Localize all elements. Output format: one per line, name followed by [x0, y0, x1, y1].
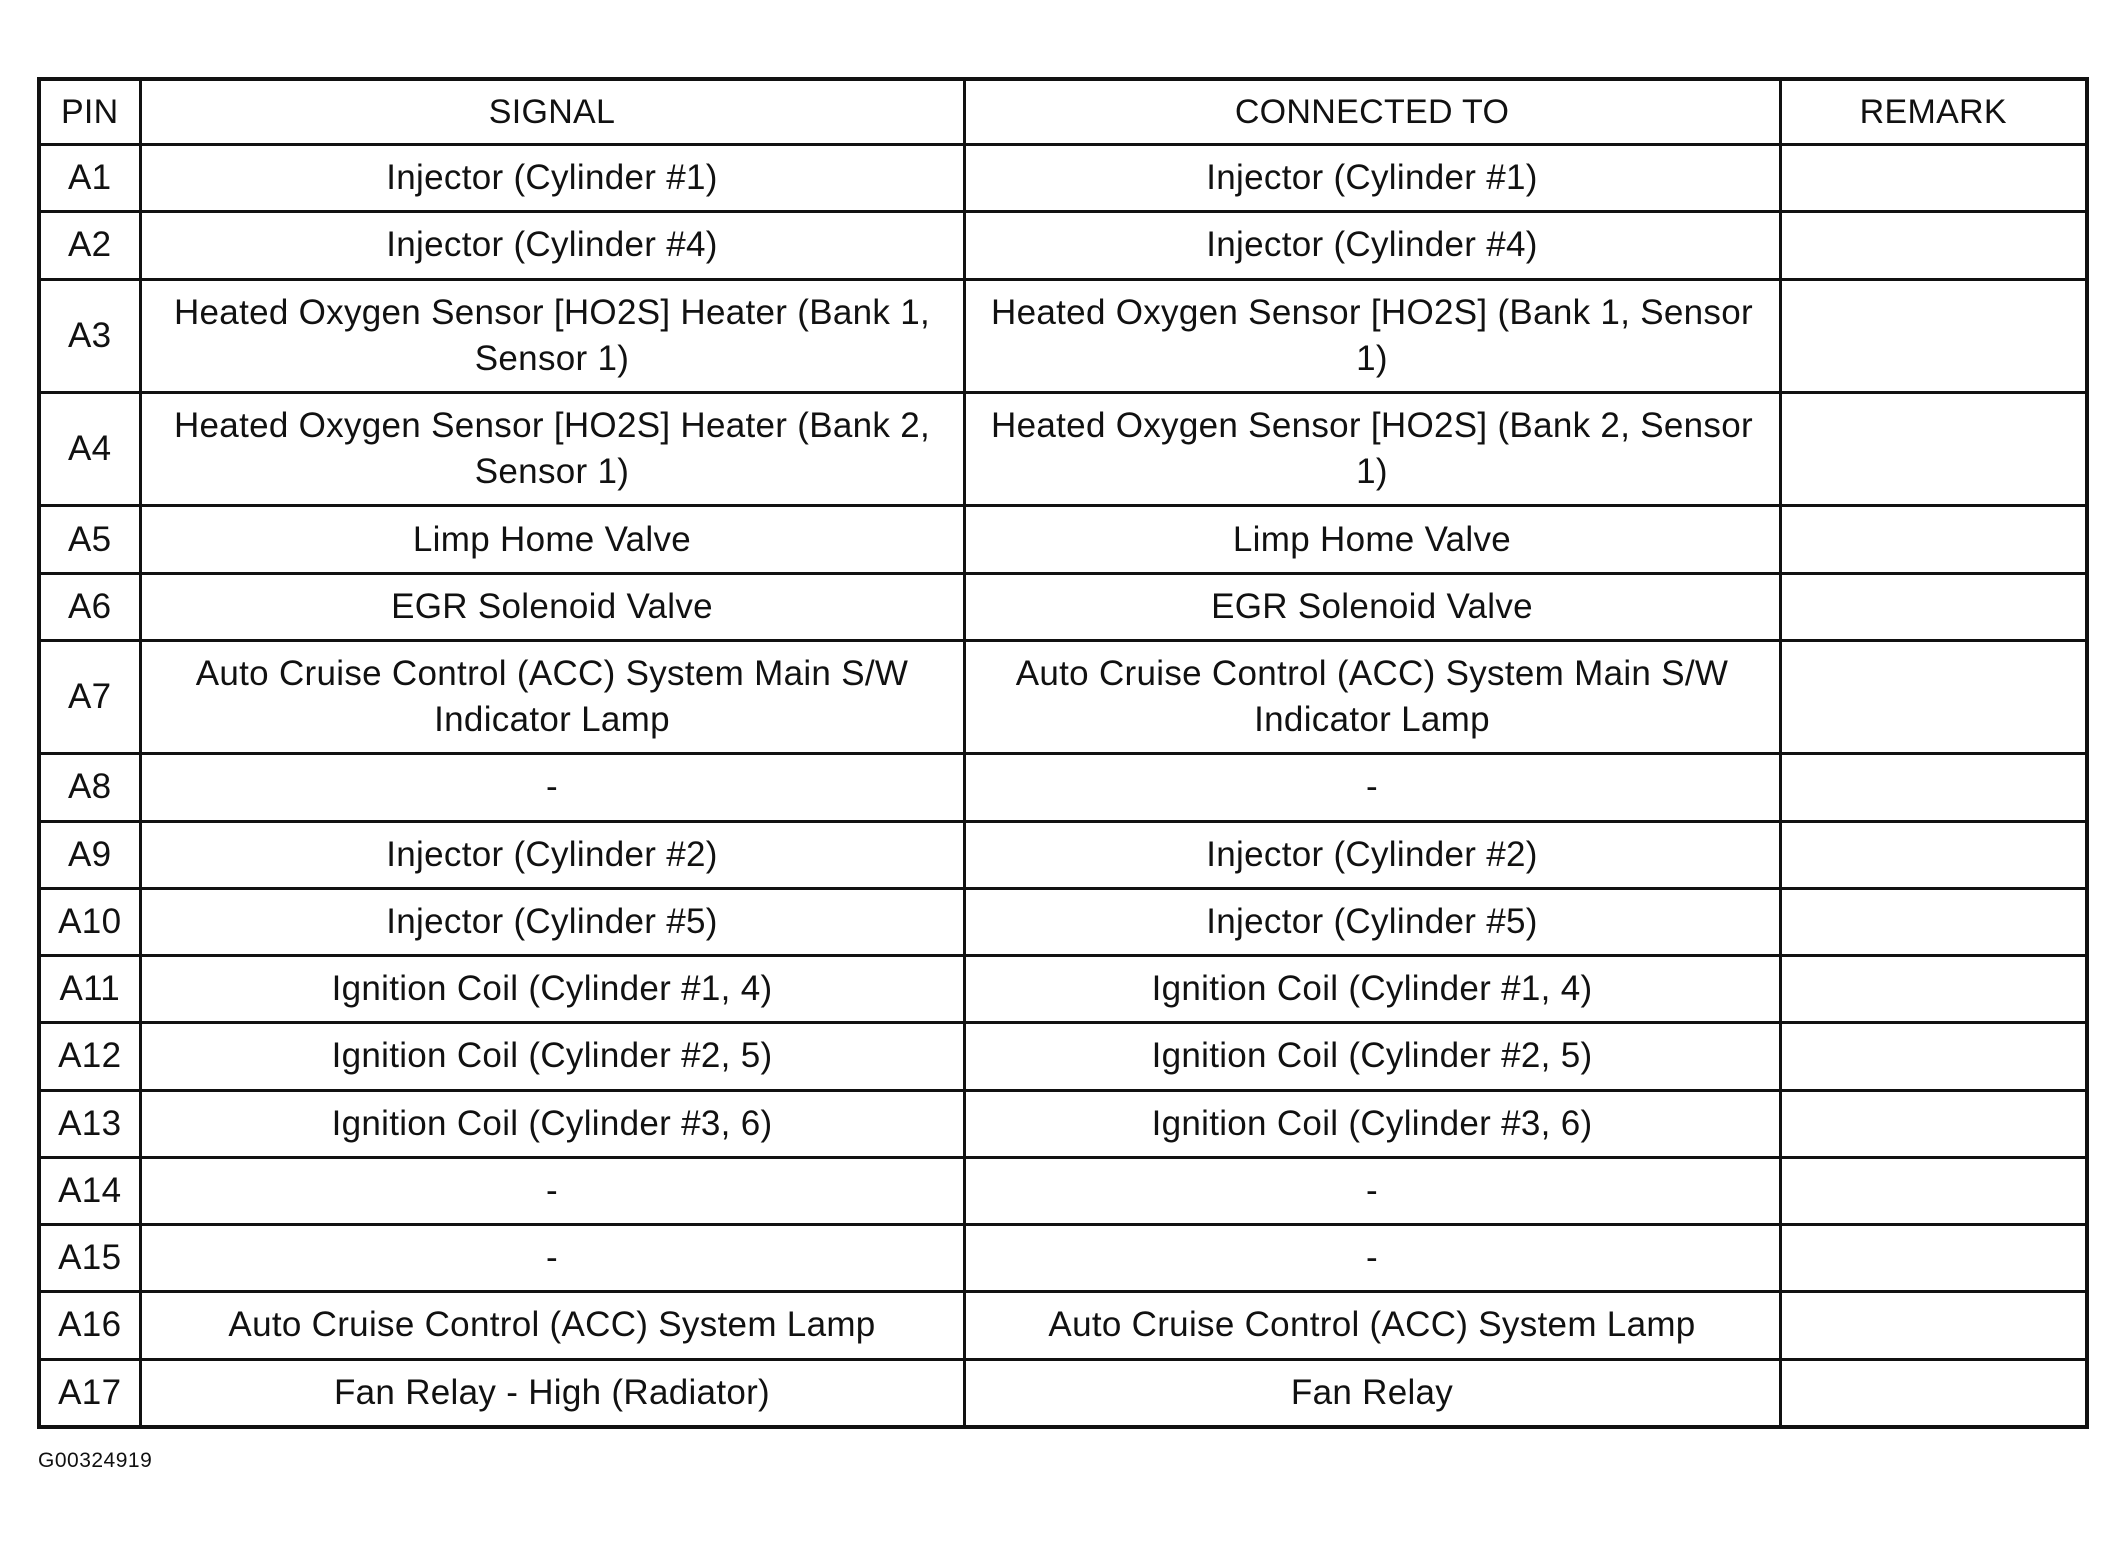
table-row — [39, 212, 2087, 279]
remark-cell — [1780, 888, 2087, 955]
table-row — [39, 1090, 2087, 1157]
table-row — [39, 1292, 2087, 1359]
connected-to-cell: Ignition Coil (Cylinder #3, 6) — [964, 1090, 1780, 1157]
remark-cell — [1780, 145, 2087, 212]
remark-cell — [1780, 1225, 2087, 1292]
pin-cell: A11 — [39, 956, 140, 1023]
signal-cell: Auto Cruise Control (ACC) System Lamp — [140, 1292, 964, 1359]
pin-cell: A5 — [39, 506, 140, 573]
remark-cell — [1780, 1023, 2087, 1090]
signal-cell: Ignition Coil (Cylinder #3, 6) — [140, 1090, 964, 1157]
remark-cell — [1780, 754, 2087, 821]
connected-to-cell: - — [964, 1157, 1780, 1224]
figure-code: G00324919 — [38, 1449, 153, 1472]
pin-cell: A10 — [39, 888, 140, 955]
connected-to-cell: Ignition Coil (Cylinder #1, 4) — [964, 956, 1780, 1023]
table-row — [39, 1157, 2087, 1224]
signal-cell: Ignition Coil (Cylinder #1, 4) — [140, 956, 964, 1023]
table-row — [39, 888, 2087, 955]
pin-assignment-table — [37, 77, 2089, 1429]
pin-cell: A15 — [39, 1225, 140, 1292]
table-row — [39, 506, 2087, 573]
remark-cell — [1780, 506, 2087, 573]
pin-cell: A7 — [39, 640, 140, 753]
table-row — [39, 956, 2087, 1023]
signal-cell: EGR Solenoid Valve — [140, 573, 964, 640]
pin-cell: A2 — [39, 212, 140, 279]
pin-cell: A14 — [39, 1157, 140, 1224]
connected-to-cell: Injector (Cylinder #5) — [964, 888, 1780, 955]
pin-cell: A1 — [39, 145, 140, 212]
remark-cell — [1780, 1292, 2087, 1359]
pin-cell: A16 — [39, 1292, 140, 1359]
remark-cell — [1780, 279, 2087, 392]
pin-cell: A6 — [39, 573, 140, 640]
remark-cell — [1780, 821, 2087, 888]
table-row — [39, 754, 2087, 821]
signal-cell: Auto Cruise Control (ACC) System Main S/W Indicator Lamp — [140, 640, 964, 753]
remark-cell — [1780, 212, 2087, 279]
table-row — [39, 1023, 2087, 1090]
header-connected-to: CONNECTED TO — [964, 79, 1780, 145]
connected-to-cell: Heated Oxygen Sensor [HO2S] (Bank 2, Sensor 1) — [964, 392, 1780, 505]
table-row — [39, 573, 2087, 640]
remark-cell — [1780, 1157, 2087, 1224]
signal-cell: Injector (Cylinder #2) — [140, 821, 964, 888]
remark-cell — [1780, 392, 2087, 505]
signal-cell: Heated Oxygen Sensor [HO2S] Heater (Bank 2, Sensor 1) — [140, 392, 964, 505]
signal-cell: - — [140, 1157, 964, 1224]
connected-to-cell: Injector (Cylinder #4) — [964, 212, 1780, 279]
connected-to-cell: EGR Solenoid Valve — [964, 573, 1780, 640]
table-row — [39, 145, 2087, 212]
connected-to-cell: Fan Relay — [964, 1359, 1780, 1427]
remark-cell — [1780, 640, 2087, 753]
table-row — [39, 392, 2087, 505]
signal-cell: - — [140, 754, 964, 821]
table-row — [39, 279, 2087, 392]
connected-to-cell: Auto Cruise Control (ACC) System Main S/W Indicator Lamp — [964, 640, 1780, 753]
header-signal: SIGNAL — [140, 79, 964, 145]
header-pin: PIN — [39, 79, 140, 145]
signal-cell: Injector (Cylinder #1) — [140, 145, 964, 212]
table-row — [39, 1225, 2087, 1292]
connected-to-cell: - — [964, 1225, 1780, 1292]
signal-cell: Heated Oxygen Sensor [HO2S] Heater (Bank 1, Sensor 1) — [140, 279, 964, 392]
table-row — [39, 821, 2087, 888]
signal-cell: Injector (Cylinder #4) — [140, 212, 964, 279]
connected-to-cell: Limp Home Valve — [964, 506, 1780, 573]
pin-cell: A3 — [39, 279, 140, 392]
table-row — [39, 1359, 2087, 1427]
pin-cell: A4 — [39, 392, 140, 505]
table-header-row — [39, 79, 2087, 145]
signal-cell: Limp Home Valve — [140, 506, 964, 573]
header-remark: REMARK — [1780, 79, 2087, 145]
connected-to-cell: Heated Oxygen Sensor [HO2S] (Bank 1, Sensor 1) — [964, 279, 1780, 392]
connected-to-cell: Injector (Cylinder #2) — [964, 821, 1780, 888]
signal-cell: Ignition Coil (Cylinder #2, 5) — [140, 1023, 964, 1090]
signal-cell: Fan Relay - High (Radiator) — [140, 1359, 964, 1427]
remark-cell — [1780, 1090, 2087, 1157]
signal-cell: - — [140, 1225, 964, 1292]
pin-cell: A9 — [39, 821, 140, 888]
remark-cell — [1780, 956, 2087, 1023]
connected-to-cell: - — [964, 754, 1780, 821]
pin-cell: A17 — [39, 1359, 140, 1427]
connected-to-cell: Ignition Coil (Cylinder #2, 5) — [964, 1023, 1780, 1090]
remark-cell — [1780, 1359, 2087, 1427]
pin-cell: A12 — [39, 1023, 140, 1090]
remark-cell — [1780, 573, 2087, 640]
connected-to-cell: Injector (Cylinder #1) — [964, 145, 1780, 212]
table-row — [39, 640, 2087, 753]
pin-cell: A8 — [39, 754, 140, 821]
pin-cell: A13 — [39, 1090, 140, 1157]
signal-cell: Injector (Cylinder #5) — [140, 888, 964, 955]
connected-to-cell: Auto Cruise Control (ACC) System Lamp — [964, 1292, 1780, 1359]
